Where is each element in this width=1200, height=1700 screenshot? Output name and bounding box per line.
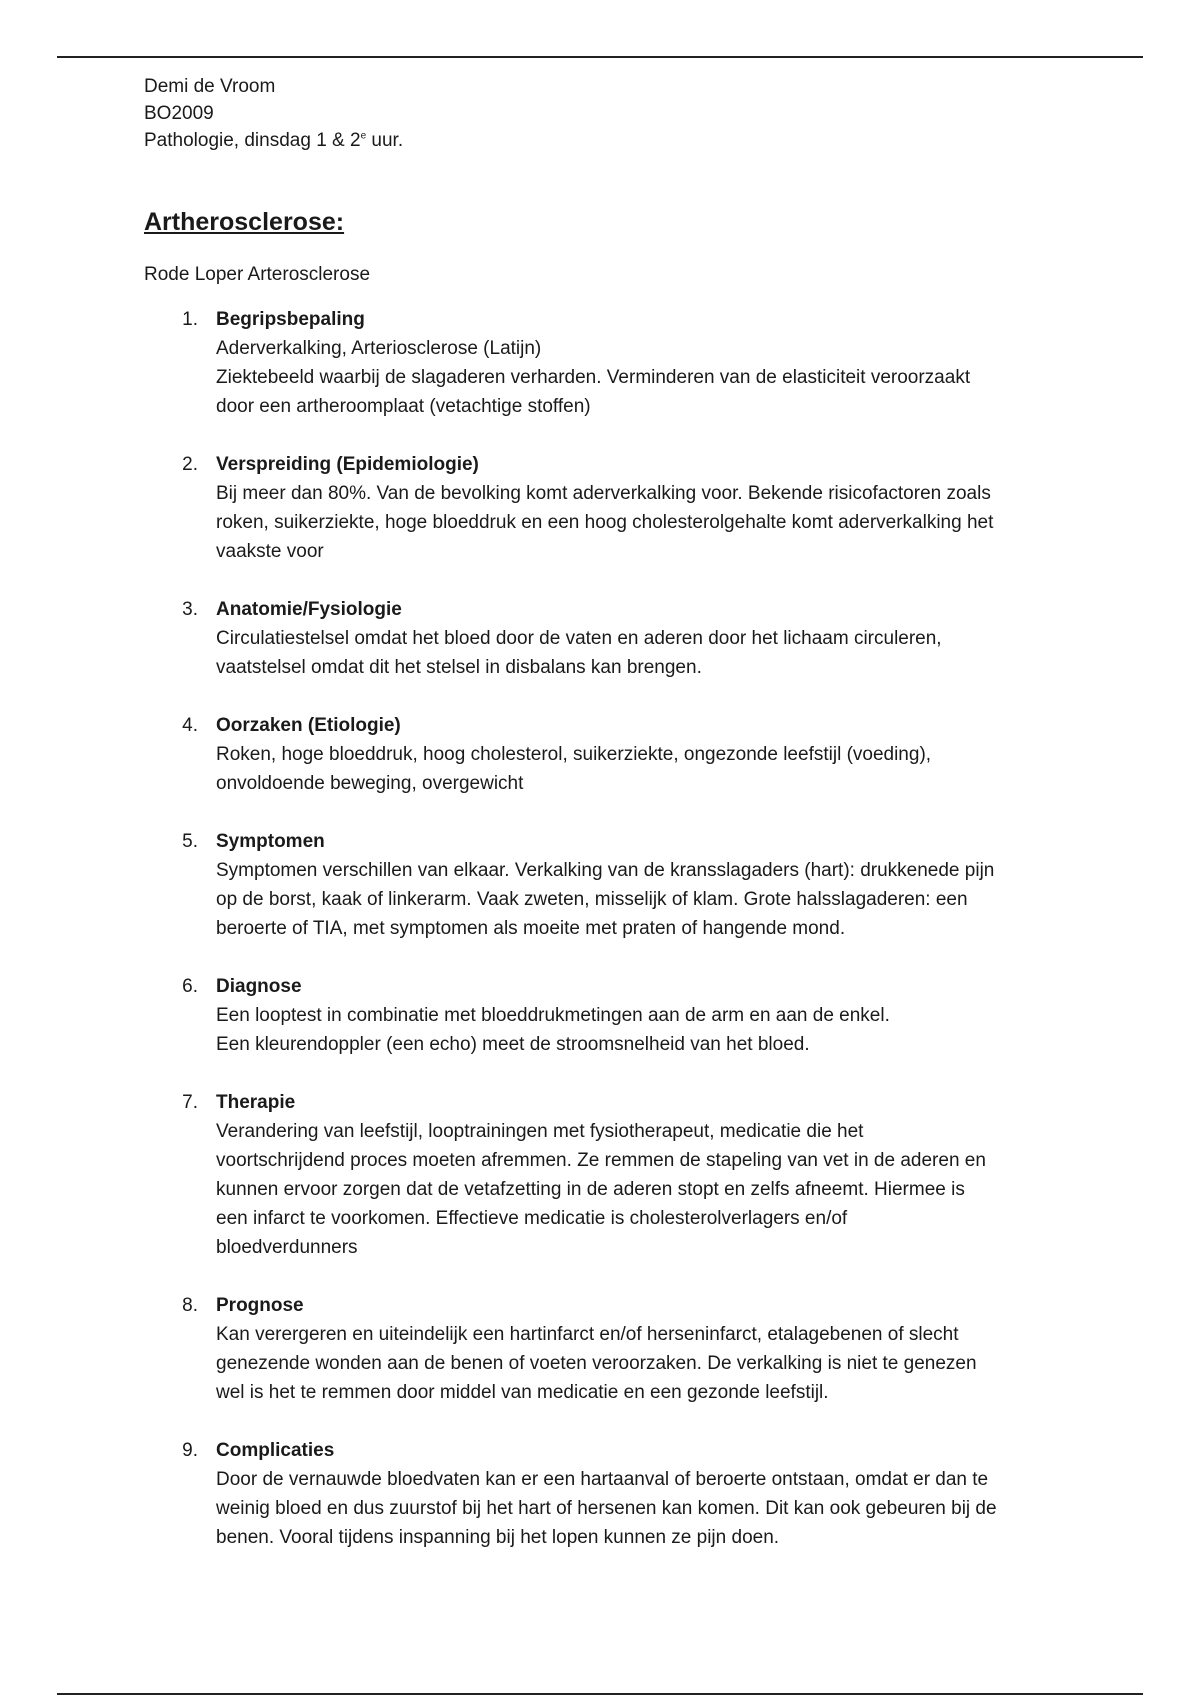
item-body	[216, 1436, 1076, 1552]
item-line: Kan verergeren en uiteindelijk een hartinfarct en/of herseninfarct, etalagebenen of slecht	[216, 1324, 959, 1345]
item-line: Circulatiestelsel omdat het bloed door de vaten en aderen door het lichaam circuleren,	[216, 628, 942, 649]
item-line: een infarct te voorkomen. Effectieve medicatie is cholesterolverlagers en/of	[216, 1208, 848, 1229]
list-item	[0, 711, 1200, 798]
course-suffix: uur.	[366, 130, 404, 151]
document-header	[144, 73, 403, 154]
item-heading: Anatomie/Fysiologie	[216, 599, 402, 620]
item-number: 9.	[182, 1440, 198, 1461]
item-heading: Oorzaken (Etiologie)	[216, 715, 401, 736]
item-heading: Diagnose	[216, 976, 302, 997]
list-item	[0, 1291, 1200, 1407]
item-heading: Prognose	[216, 1295, 304, 1316]
list-item	[0, 972, 1200, 1059]
item-line: genezende wonden aan de benen of voeten veroorzaken. De verkalking is niet te genezen	[216, 1353, 977, 1374]
course-superscript: e	[360, 130, 367, 142]
item-line: Door de vernauwde bloedvaten kan er een hartaanval of beroerte ontstaan, omdat er dan te	[216, 1469, 989, 1490]
item-line: Ziektebeeld waarbij de slagaderen verharden. Verminderen van de elasticiteit veroorzaakt	[216, 367, 971, 388]
item-body	[216, 450, 1076, 566]
item-heading: Symptomen	[216, 831, 325, 852]
item-line: roken, suikerziekte, hoge bloeddruk en een hoog cholesterolgehalte komt aderverkalking het	[216, 512, 994, 533]
item-number: 1.	[182, 309, 198, 330]
page-title: Artherosclerose:	[144, 208, 345, 236]
item-line: door een artheroomplaat (vetachtige stoffen)	[216, 396, 591, 417]
item-line: benen. Vooral tijdens inspanning bij het lopen kunnen ze pijn doen.	[216, 1527, 780, 1548]
item-heading: Begripsbepaling	[216, 309, 365, 330]
item-body	[216, 1088, 1076, 1262]
item-line: vaakste voor	[216, 541, 324, 562]
course-prefix: Pathologie, dinsdag 1 & 2	[144, 130, 361, 151]
page-subtitle: Rode Loper Arterosclerose	[144, 264, 371, 285]
item-number: 8.	[182, 1295, 198, 1316]
item-body	[216, 1291, 1076, 1407]
item-line: wel is het te remmen door middel van medicatie en een gezonde leefstijl.	[216, 1382, 829, 1403]
course-line	[144, 127, 403, 154]
list-item	[0, 827, 1200, 943]
list-item	[0, 595, 1200, 682]
item-line: bloedverdunners	[216, 1237, 358, 1258]
item-heading: Complicaties	[216, 1440, 335, 1461]
list-item	[0, 450, 1200, 566]
item-line: Bij meer dan 80%. Van de bevolking komt aderverkalking voor. Bekende risicofactoren zoals	[216, 483, 991, 504]
item-line: voortschrijdend proces moeten afremmen. Ze remmen de stapeling van vet in de aderen en	[216, 1150, 986, 1171]
bottom-rule	[57, 1693, 1143, 1695]
list-item	[0, 1436, 1200, 1552]
item-line: beroerte of TIA, met symptomen als moeite met praten of hangende mond.	[216, 918, 846, 939]
item-line: Roken, hoge bloeddruk, hoog cholesterol, suikerziekte, ongezonde leefstijl (voeding),	[216, 744, 932, 765]
item-line: op de borst, kaak of linkerarm. Vaak zweten, misselijk of klam. Grote halsslagaderen: een	[216, 889, 968, 910]
list-item	[0, 305, 1200, 421]
item-line: weinig bloed en dus zuurstof bij het hart of hersenen kan komen. Dit kan ook gebeuren bij de	[216, 1498, 997, 1519]
item-line: onvoldoende beweging, overgewicht	[216, 773, 524, 794]
item-line: vaatstelsel omdat dit het stelsel in disbalans kan brengen.	[216, 657, 702, 678]
item-body	[216, 305, 1076, 421]
item-heading: Therapie	[216, 1092, 296, 1113]
item-line: Een kleurendoppler (een echo) meet de stroomsnelheid van het bloed.	[216, 1034, 810, 1055]
item-line: Aderverkalking, Arteriosclerose (Latijn)	[216, 338, 542, 359]
item-number: 3.	[182, 599, 198, 620]
item-line: Symptomen verschillen van elkaar. Verkalking van de kransslagaders (hart): drukkenede pijn	[216, 860, 995, 881]
item-body	[216, 972, 1076, 1059]
item-heading: Verspreiding (Epidemiologie)	[216, 454, 479, 475]
item-line: Verandering van leefstijl, looptrainingen met fysiotherapeut, medicatie die het	[216, 1121, 864, 1142]
top-rule	[57, 56, 1143, 58]
list-item	[0, 1088, 1200, 1262]
item-line: Een looptest in combinatie met bloeddrukmetingen aan de arm en aan de enkel.	[216, 1005, 890, 1026]
item-number: 4.	[182, 715, 198, 736]
item-body	[216, 595, 1076, 682]
item-number: 6.	[182, 976, 198, 997]
item-number: 5.	[182, 831, 198, 852]
item-number: 7.	[182, 1092, 198, 1113]
item-line: kunnen ervoor zorgen dat de vetafzetting in de aderen stopt en zelfs afneemt. Hiermee is	[216, 1179, 965, 1200]
numbered-list	[0, 305, 1200, 1581]
item-body	[216, 711, 1076, 798]
item-body	[216, 827, 1076, 943]
class-code: BO2009	[144, 103, 214, 124]
author-name: Demi de Vroom	[144, 76, 276, 97]
item-number: 2.	[182, 454, 198, 475]
